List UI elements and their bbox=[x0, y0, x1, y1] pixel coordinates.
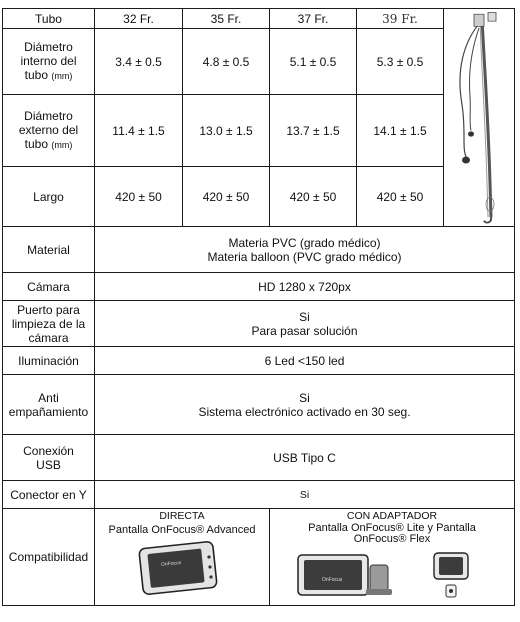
cell-compat-directa bbox=[95, 509, 270, 606]
value-line: Si bbox=[299, 390, 310, 405]
label-line: interno del bbox=[20, 54, 77, 68]
row-puerto bbox=[3, 301, 515, 347]
cell-value: 11.4 ± 1.5 bbox=[95, 95, 183, 167]
label-anti-empanamiento bbox=[3, 375, 95, 435]
label-text: tubo bbox=[24, 137, 48, 151]
label-line: externo del bbox=[18, 123, 79, 137]
label-line: empañamiento bbox=[8, 404, 89, 419]
cell-conector-y: Si bbox=[95, 481, 515, 509]
row-material bbox=[3, 227, 515, 273]
cell-value: 13.0 ± 1.5 bbox=[183, 95, 270, 167]
adaptador-title: CON ADAPTADOR bbox=[346, 510, 438, 522]
spec-table bbox=[2, 8, 515, 606]
value-line: Materia balloon (PVC grado médico) bbox=[207, 249, 402, 264]
cell-material bbox=[95, 227, 515, 273]
tube-illustration-cell bbox=[444, 9, 515, 227]
label-diametro-externo bbox=[3, 95, 95, 167]
header-label: Tubo bbox=[3, 9, 95, 29]
value-line: Materia PVC (grado médico) bbox=[228, 235, 381, 250]
endotracheal-tube-image bbox=[444, 9, 514, 226]
row-camara bbox=[3, 273, 515, 301]
lite-monitor-image bbox=[296, 551, 396, 599]
flex-monitor-image bbox=[430, 549, 474, 599]
cell-value: 420 ± 50 bbox=[95, 167, 183, 227]
row-compatibilidad bbox=[3, 509, 515, 606]
label-line bbox=[5, 68, 92, 83]
label-conector-y: Conector en Y bbox=[3, 481, 95, 509]
row-diametro-interno bbox=[3, 29, 515, 95]
header-row bbox=[3, 9, 515, 29]
label-line: Diámetro bbox=[24, 109, 73, 123]
header-32fr: 32 Fr. bbox=[95, 9, 183, 29]
row-largo bbox=[3, 167, 515, 227]
label-line: Puerto para bbox=[17, 302, 80, 317]
lite-brand-text: OnFocus bbox=[322, 577, 343, 583]
value-line: Si bbox=[299, 309, 310, 324]
label-line: Anti bbox=[38, 390, 59, 405]
cell-compat-adaptador bbox=[270, 509, 515, 606]
directa-caption: Pantalla OnFocus® Advanced bbox=[108, 524, 256, 536]
adaptador-caption-1: Pantalla OnFocus® Lite y Pantalla bbox=[308, 522, 476, 534]
label-line: cámara bbox=[28, 330, 69, 345]
tablet-brand-text: OnFocus bbox=[160, 559, 182, 569]
cell-value: 420 ± 50 bbox=[357, 167, 444, 227]
label-text: tubo bbox=[24, 68, 48, 82]
unit-text: (mm) bbox=[51, 71, 73, 81]
label-compatibilidad: Compatibilidad bbox=[3, 509, 95, 606]
label-puerto bbox=[3, 301, 95, 347]
unit-text: (mm) bbox=[51, 140, 73, 150]
adaptador-caption-2: OnFocus® Flex bbox=[353, 533, 431, 545]
label-line: USB bbox=[36, 457, 61, 472]
cell-value: 420 ± 50 bbox=[270, 167, 357, 227]
row-iluminacion bbox=[3, 347, 515, 375]
header-39fr: 39 Fr. bbox=[357, 9, 444, 29]
row-conexion-usb bbox=[3, 435, 515, 481]
cell-value: 5.1 ± 0.5 bbox=[270, 29, 357, 95]
directa-title: DIRECTA bbox=[159, 510, 205, 522]
cell-puerto bbox=[95, 301, 515, 347]
row-diametro-externo bbox=[3, 95, 515, 167]
header-35fr: 35 Fr. bbox=[183, 9, 270, 29]
row-anti-empanamiento bbox=[3, 375, 515, 435]
label-line: limpieza de la bbox=[11, 316, 86, 331]
cell-conexion-usb: USB Tipo C bbox=[95, 435, 515, 481]
label-iluminacion: Iluminación bbox=[3, 347, 95, 375]
cell-value: 3.4 ± 0.5 bbox=[95, 29, 183, 95]
header-37fr: 37 Fr. bbox=[270, 9, 357, 29]
label-camara: Cámara bbox=[3, 273, 95, 301]
cell-value: 5.3 ± 0.5 bbox=[357, 29, 444, 95]
cell-iluminacion: 6 Led <150 led bbox=[95, 347, 515, 375]
value-line: Para pasar solución bbox=[251, 323, 358, 338]
value-line: Sistema electrónico activado en 30 seg. bbox=[198, 404, 411, 419]
cell-value: 14.1 ± 1.5 bbox=[357, 95, 444, 167]
cell-anti-empanamiento bbox=[95, 375, 515, 435]
label-line: Conexión bbox=[23, 443, 74, 458]
label-line bbox=[5, 137, 92, 152]
label-diametro-interno bbox=[3, 29, 95, 95]
label-conexion-usb bbox=[3, 435, 95, 481]
label-line: Diámetro bbox=[24, 40, 73, 54]
label-largo: Largo bbox=[3, 167, 95, 227]
cell-value: 4.8 ± 0.5 bbox=[183, 29, 270, 95]
cell-value: 420 ± 50 bbox=[183, 167, 270, 227]
row-conector-y bbox=[3, 481, 515, 509]
cell-camara: HD 1280 x 720px bbox=[95, 273, 515, 301]
cell-value: 13.7 ± 1.5 bbox=[270, 95, 357, 167]
label-material: Material bbox=[3, 227, 95, 273]
